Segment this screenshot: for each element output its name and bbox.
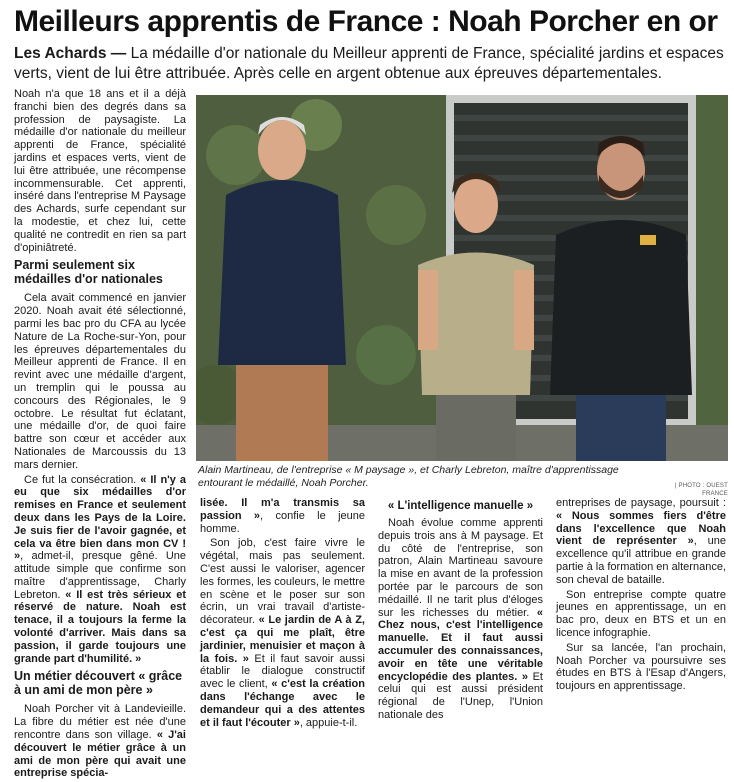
text-run: Ce fut la consécration. xyxy=(24,473,141,486)
text-run: Son job, c'est faire vivre le végétal, mais pas seulement. C'est aussi le valoriser, agencer les formes, les couleurs, le mettre en scène et le poser sur son écrin, un vrai travail d'artiste-décorateur. xyxy=(200,537,365,627)
quote: « Il n'y a eu que six médailles d'or remises en France et seulement deux dans les Pays de la Loire. Je suis fier de l'avoir gagnée, et cela va être bien dans mon CV ! » xyxy=(14,473,186,563)
quote: lisée. Il m'a transmis sa passion » xyxy=(200,497,365,522)
column-1 xyxy=(14,88,186,782)
paragraph xyxy=(14,474,186,666)
paragraph: Son entreprise compte quatre jeunes en apprentissage, un en bac pro, deux en BTS et un en licence infographie. xyxy=(556,588,726,639)
lead-text: La médaille d'or nationale du Meilleur apprenti de France, spécialité jardins et espaces verts, vient de lui être attribuée. Après celle en argent obtenue aux épreuves départementales. xyxy=(14,45,724,82)
photo-credit: | PHOTO : OUEST FRANCE xyxy=(674,483,728,497)
photo-illustration xyxy=(196,95,728,461)
paragraph: Noah n'a que 18 ans et il a déjà franchi bien des degrés dans sa profession de paysagiste. La médaille d'or nationale du meilleur apprenti de France, spécialité jardins et espaces verts, vient de lui être attribuée, une récompense incommensurable. Cet apprenti, inséré dans l'entreprise M Paysage des Achards, surfe cependant sur la modestie, et chez lui, cette qualité ne contredit en rien sa part d'opiniâtreté. xyxy=(14,88,186,254)
paragraph: Sur sa lancée, l'an prochain, Noah Porcher va poursuivre ses études en BTS à l'Esap d'Angers, toujours en apprentissage. xyxy=(556,641,726,693)
text-run: Noah évolue comme apprenti depuis trois ans à M paysage. Et du côté de l'entreprise, son patron, Alain Martineau savoure la mise en avant de la profession portée par le parcours de son médaillé. Il ne tarit plus d'éloges sur les richesses du métier. xyxy=(378,517,543,619)
quote: « Il est très sérieux et réservé de nature. Noah est tenace, il a toujours la ferme la volonté d'arriver. Mais dans sa passion, il garde toujours une grande part d'humilité. » xyxy=(14,588,186,665)
subheading-manual-intelligence: « L'intelligence manuelle » xyxy=(387,500,534,512)
text-run: , une excellence qu'il attribue en grande partie à la formation en alternance, son cheval de bataille. xyxy=(556,535,726,586)
column-4 xyxy=(556,497,726,695)
text-run: , appuie-t-il. xyxy=(299,716,358,729)
paragraph xyxy=(200,537,365,729)
text-run: Et celui qui est aussi président régional de l'Unep, l'Union nationale des xyxy=(378,670,543,721)
quote: « c'est la création dans l'échange avec le demandeur qui a des attentes et il faut l'écouter » xyxy=(200,678,365,729)
headline: Meilleurs apprentis de France : Noah Porcher en or xyxy=(14,5,718,38)
paragraph xyxy=(378,517,543,722)
paragraph: Cela avait commencé en janvier 2020. Noah avait été sélectionné, parmi les bac pro du CFA au lycée Nature de La Roche-sur-Yon, pour les épreuves départementales du Meilleur apprenti de France. Il en revint avec une médaille d'argent, un tremplin qui le poussa au concours des Régionales, le 9 octobre. Le résultat fut éclatant, une médaille d'or, de quoi faire battre son cœur et accéder aux Nationales de Marcoussis du 13 mars dernier. xyxy=(14,292,186,471)
quote: « Chez nous, c'est l'intelligence manuelle. Et il faut aussi accumuler des connaissances, avoir en tête une véritable encyclopédie des plantes. » xyxy=(378,606,543,683)
text-run: , confie le jeune homme. xyxy=(200,509,365,535)
subheading-discovery: Un métier découvert « grâce à un ami de mon père » xyxy=(14,669,183,698)
text-run: entreprises de paysage, poursuit : xyxy=(556,497,726,509)
paragraph xyxy=(200,497,365,535)
text-run: Noah Porcher vit à Landevieille. La fibre du métier est née d'une rencontre dans son village. xyxy=(14,703,186,742)
quote: « Nous sommes fiers d'être dans l'excellence que Noah vient de représenter » xyxy=(556,509,726,548)
text-run: Et il faut savoir aussi établir le dialogue constructif avec le client, xyxy=(200,652,365,691)
dateline-location: Les Achards — xyxy=(14,45,127,62)
subheading-gold-medals: Parmi seulement six médailles d'or nationales xyxy=(14,258,163,287)
paragraph xyxy=(556,497,726,587)
quote: « Le jardin de A à Z, c'est ça qui me plaît, être jardinier, menuisier et maçon à la fois. » xyxy=(200,614,365,665)
text-run: , admet-il, presque gêné. Une attitude simple que confirme son maître d'apprentissage, Charly Lebreton. xyxy=(14,550,186,601)
quote: « J'ai découvert le métier grâce à un ami de mon père qui avait une entreprise spécia- xyxy=(14,729,186,780)
paragraph xyxy=(14,703,186,780)
photo-caption: Alain Martineau, de l'entreprise « M paysage », et Charly Lebreton, maître d'apprentissage entourant le médaillé, Noah Porcher. xyxy=(198,464,619,489)
article-lead xyxy=(14,44,724,84)
column-3 xyxy=(378,497,543,724)
column-2 xyxy=(200,497,365,731)
article-photo xyxy=(196,95,728,461)
